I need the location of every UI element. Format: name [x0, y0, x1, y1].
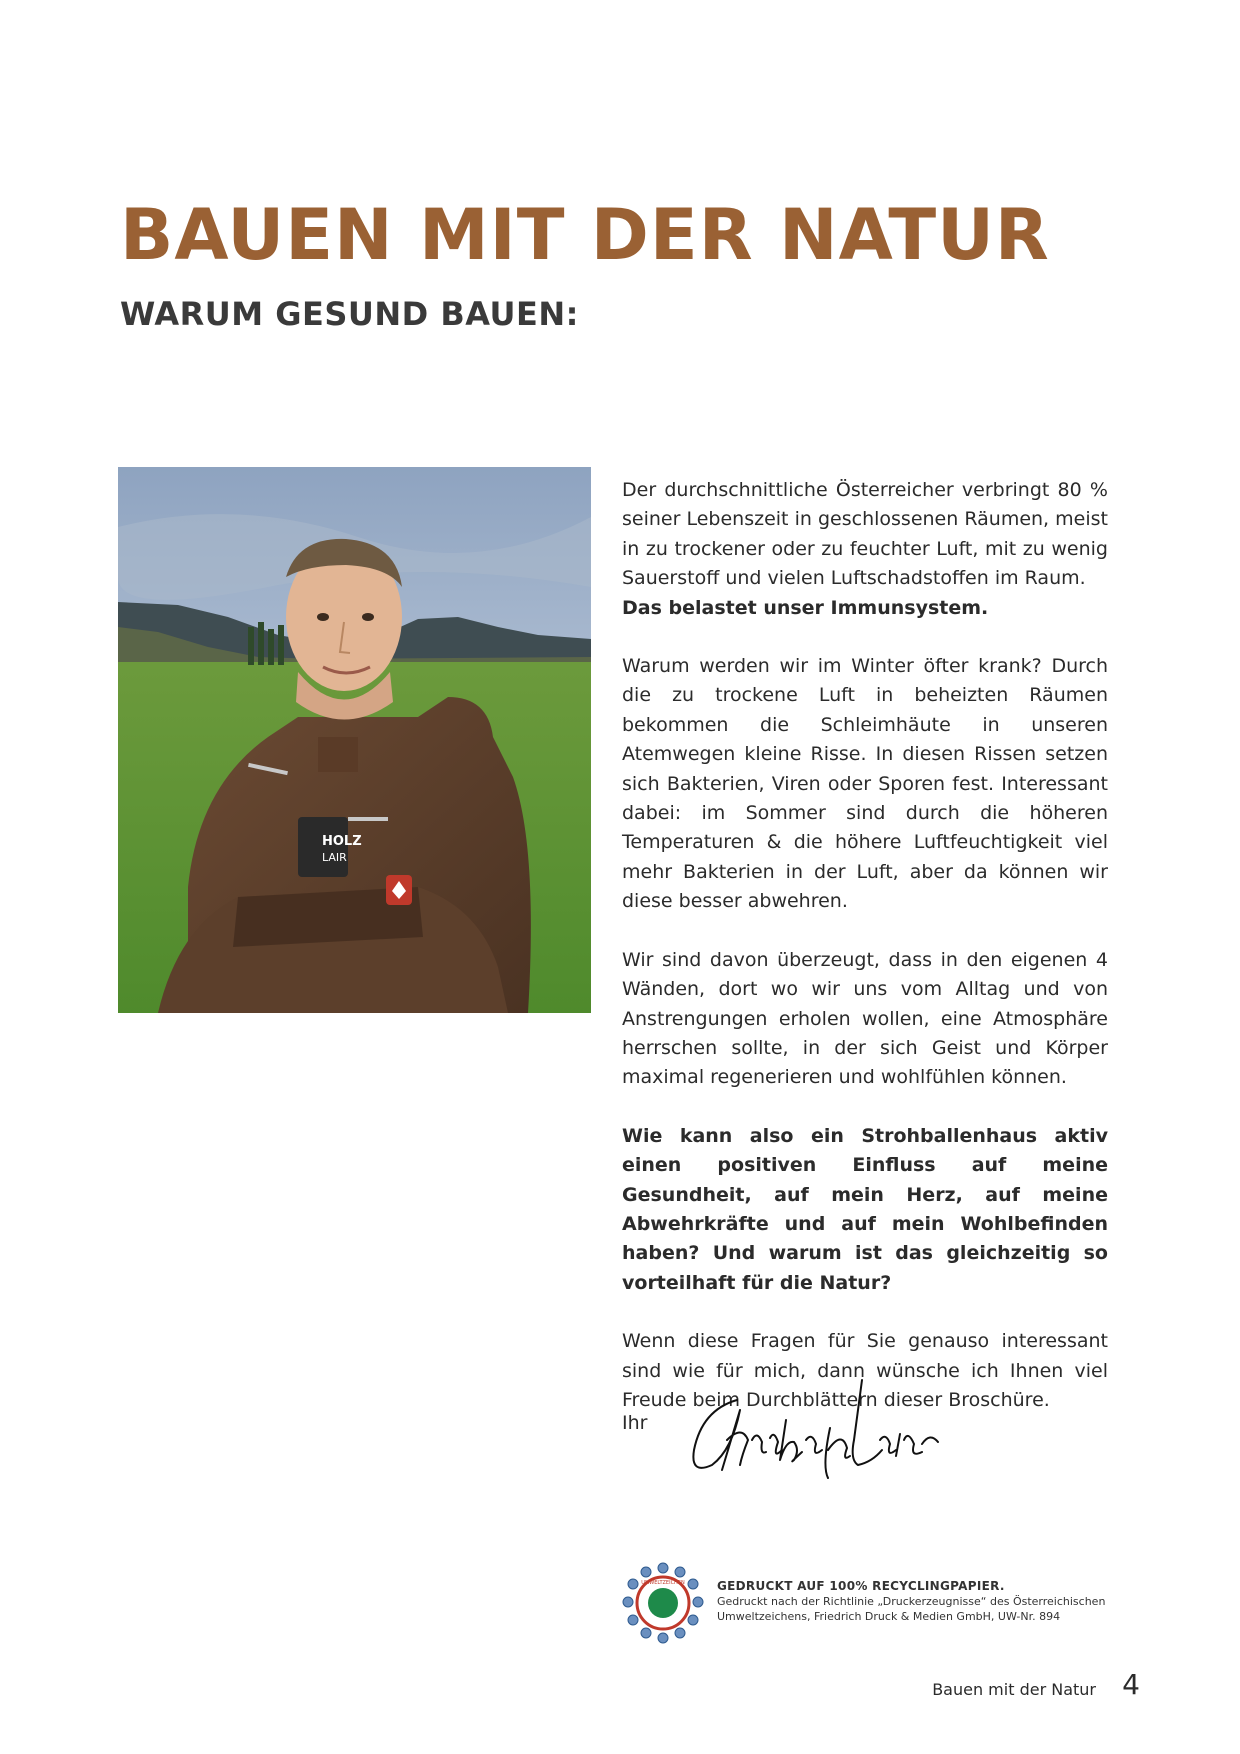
- svg-text:LAIR: LAIR: [322, 851, 347, 864]
- closing-block: [622, 1370, 1102, 1480]
- recycling-title: GEDRUCKT AUF 100% RECYCLINGPAPIER.: [717, 1579, 1005, 1593]
- body-text: [622, 476, 1108, 1444]
- footer-title: Bauen mit der Natur: [932, 1680, 1096, 1699]
- paragraph-1: [622, 476, 1108, 623]
- paragraph-4-question: Wie kann also ein Strohballenhaus aktiv einen positiven Einfluss auf meine Gesundheit, auf mein Herz, auf meine Abwehrkräfte und auf mein Wohlbefinden haben? Und warum ist das gleichzeitig so vorteilhaft für die Natur?: [622, 1124, 1108, 1294]
- svg-text:UMWELTZEICHEN: UMWELTZEICHEN: [641, 1580, 685, 1586]
- umweltzeichen-logo: [620, 1560, 706, 1646]
- paragraph-2: Warum werden wir im Winter öfter krank? Durch die zu trockene Luft in beheizten Räumen bekommen die Schleimhäute in unseren Atemwegen kleine Risse. In diesen Rissen setzen sich Bakterien, Viren oder Sporen fest. Interessant dabei: im Sommer sind durch die höheren Temperaturen & die höhere Luftfeuchtigkeit viel mehr Bakterien in der Luft, aber da können wir diese besser abwehren.: [622, 655, 1108, 913]
- recycling-line-2: Umweltzeichens, Friedrich Druck & Medien GmbH, UW-Nr. 894: [717, 1610, 1061, 1623]
- portrait-illustration: [118, 467, 591, 1013]
- page-title: BAUEN MIT DER NATUR: [120, 194, 1050, 276]
- paragraph-1-text: Der durchschnittliche Österreicher verbringt 80 % seiner Lebenszeit in geschlossenen Räumen, meist in zu trockener oder zu feuchter Luft, mit zu wenig Sauerstoff und vielen Luftschadstoffen im Raum.: [622, 479, 1108, 590]
- recycling-line-1: Gedruckt nach der Richtlinie „Druckerzeugnisse“ des Österreichischen: [717, 1595, 1106, 1608]
- page-subtitle: WARUM GESUND BAUEN:: [120, 295, 579, 333]
- recycling-notice: [717, 1578, 1117, 1624]
- salutation: Ihr: [622, 1412, 648, 1434]
- svg-text:HOLZ: HOLZ: [322, 834, 362, 849]
- paragraph-3: Wir sind davon überzeugt, dass in den eigenen 4 Wänden, dort wo wir uns vom Alltag und von Anstrengungen erholen wollen, eine Atmosphäre herrschen sollte, in der sich Geist und Körper maximal regenerieren und wohlfühlen können.: [622, 948, 1108, 1089]
- handwritten-signature: [682, 1370, 942, 1480]
- paragraph-1-emphasis: Das belastet unser Immunsystem.: [622, 596, 989, 619]
- portrait-photo: [118, 467, 591, 1013]
- paragraph-5: Wenn diese Fragen für Sie genauso interessant sind wie für mich, dann wünsche ich Ihnen viel Freude beim Durchblättern dieser Broschüre.: [622, 1330, 1108, 1411]
- page-number: 4: [1122, 1668, 1140, 1701]
